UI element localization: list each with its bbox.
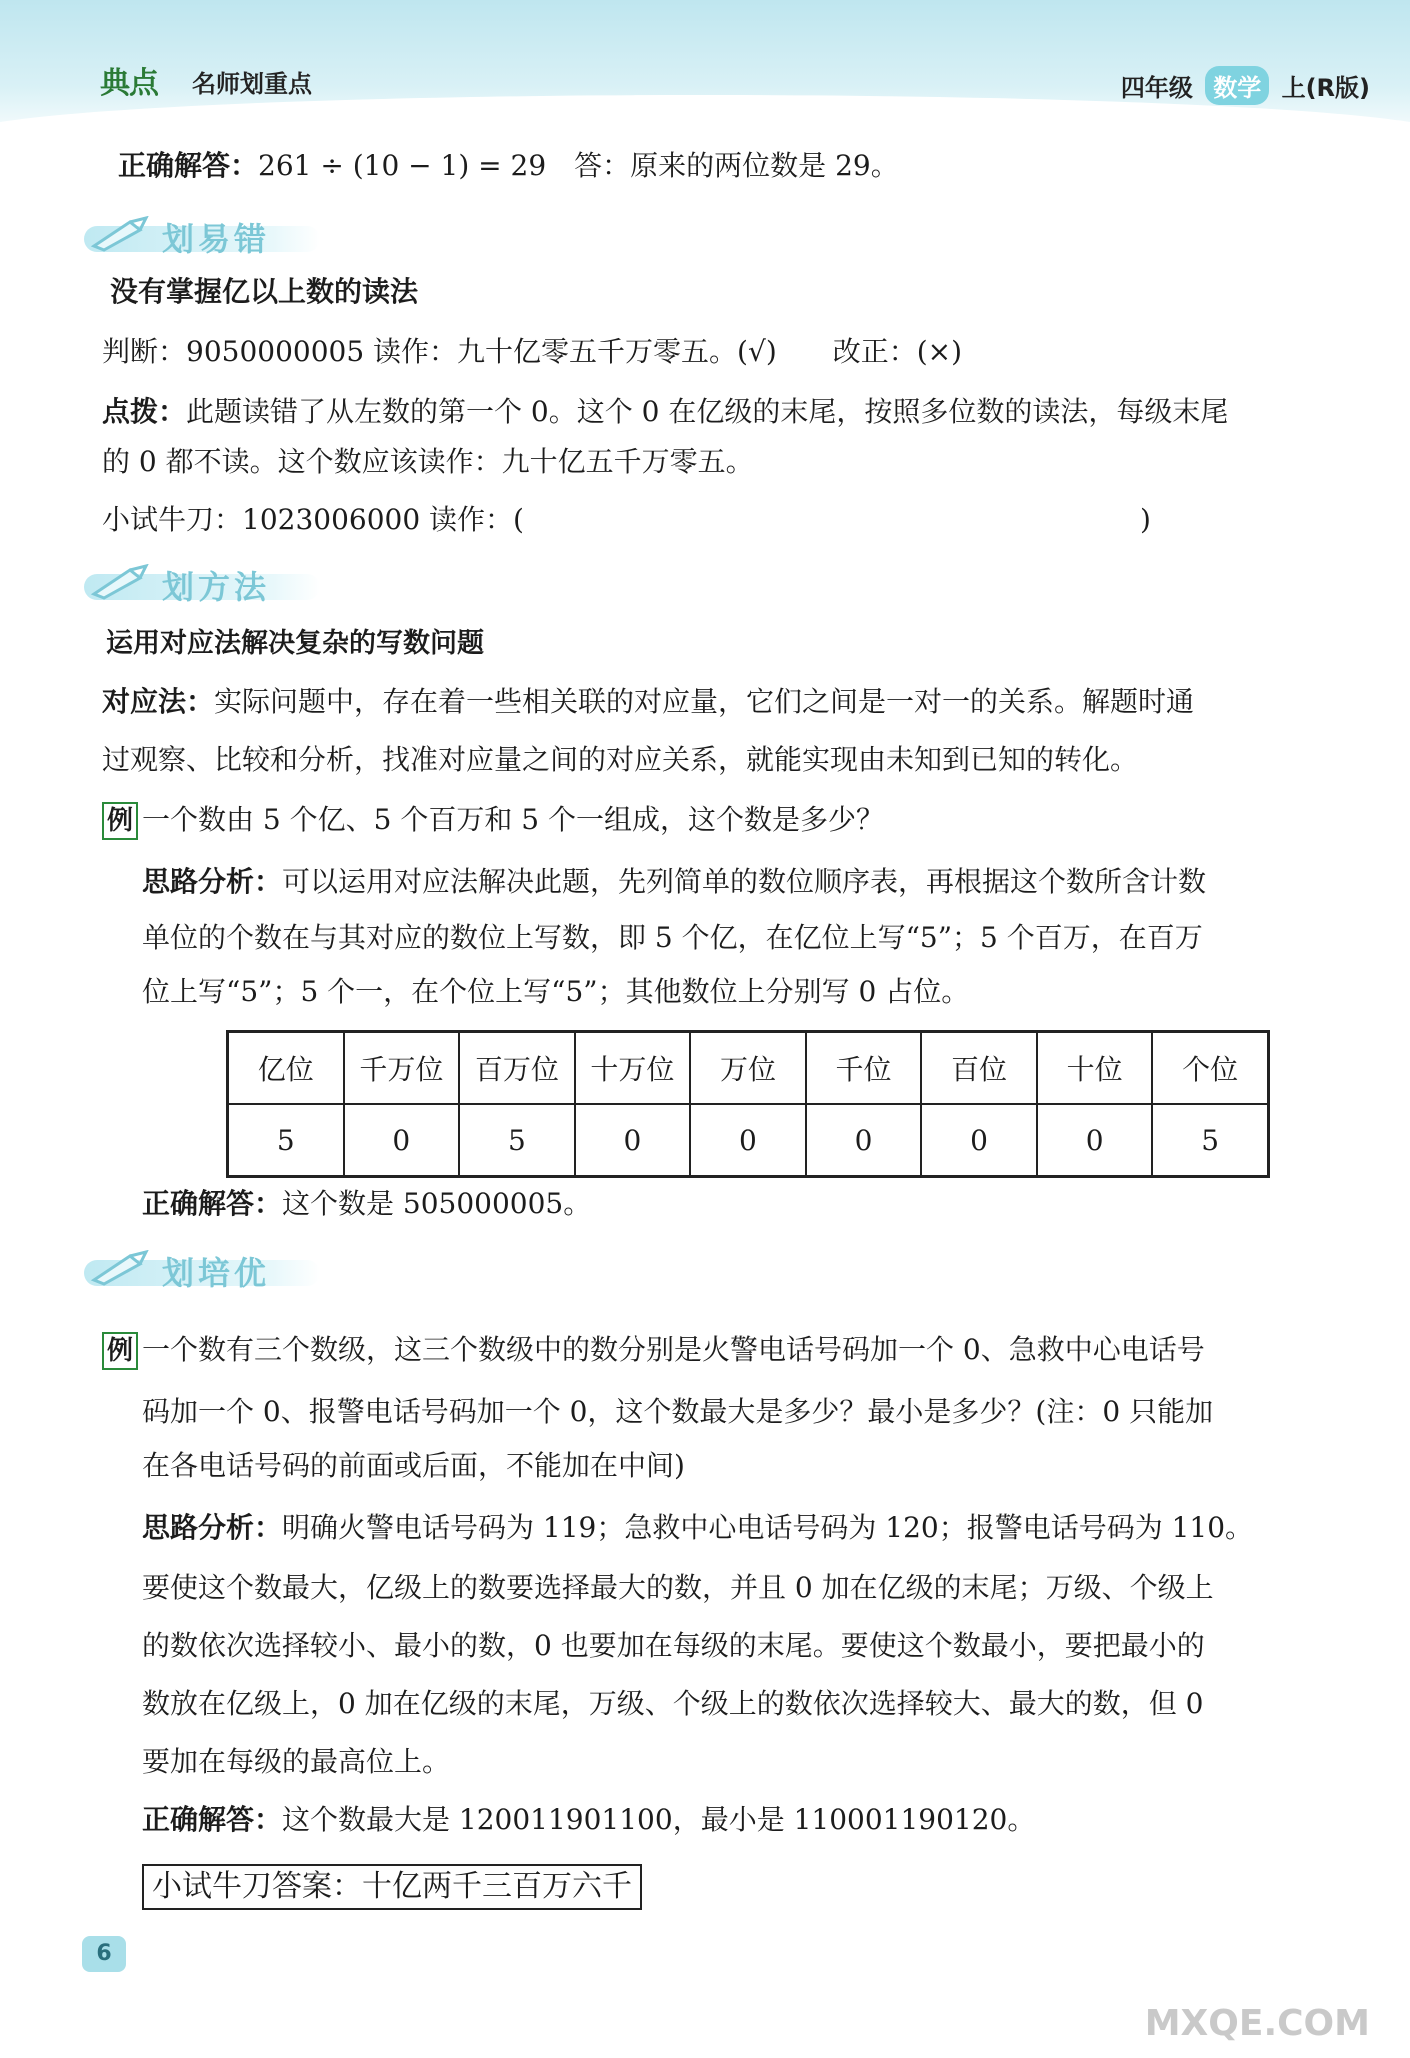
place-value-table [226,1030,1270,1178]
brand-logo: 典点 [100,66,158,101]
mistakes-hint-line1 [102,392,1228,432]
example-badge: 例 [102,802,138,840]
excel-question-line1 [102,1330,1205,1370]
example-badge: 例 [102,1332,138,1370]
table-header-cell: 百万位 [459,1032,575,1105]
grade-label: 四年级 [1120,74,1193,102]
method-analysis-line2: 单位的个数在与其对应的数位上写数，即 5 个亿，在亿位上写“5”；5 个百万，在百万 [142,921,1203,954]
table-cell: 5 [1152,1104,1268,1177]
mistakes-hint-line2: 的 0 都不读。这个数应该读作：九十亿五千万零五。 [102,445,754,478]
table-header-cell: 万位 [690,1032,806,1105]
table-header-cell: 亿位 [228,1032,344,1105]
answer-label: 正确解答： [118,149,259,182]
top-answer [118,146,899,186]
table-header-cell: 百位 [921,1032,1037,1105]
section-label: 划培优 [162,1254,271,1292]
answer-text: 261 ÷ (10 − 1) = 29 答：原来的两位数是 29。 [258,149,899,182]
question-text: 一个数有三个数级，这三个数级中的数分别是火警电话号码加一个 0、急救中心电话号 [142,1333,1205,1366]
table-cell: 0 [575,1104,691,1177]
answer-label: 正确解答： [142,1187,283,1220]
mistakes-judge: 判断：9050000005 读作：九十亿零五千万零五。(√) 改正：(×) [102,335,963,368]
pen-icon [90,1250,152,1286]
method-analysis-line1 [142,862,1206,902]
table-cell: 0 [806,1104,922,1177]
hint-label: 点拨： [102,395,187,428]
mistakes-heading: 没有掌握亿以上数的读法 [110,275,419,308]
table-header-cell: 个位 [1152,1032,1268,1105]
answer-text: 这个数是 505000005。 [282,1187,592,1220]
example-text: 一个数由 5 个亿、5 个百万和 5 个一组成，这个数是多少？ [142,803,884,836]
table-cell: 0 [690,1104,806,1177]
analysis-label: 思路分析： [142,1511,283,1544]
pen-icon [90,216,152,252]
table-header-cell: 千位 [806,1032,922,1105]
analysis-text: 可以运用对应法解决此题，先列简单的数位顺序表，再根据这个数所含计数 [282,865,1207,898]
answer-text: 这个数最大是 120011901100，最小是 110001190120。 [282,1803,1036,1836]
method-def-line1 [102,682,1194,722]
def-text: 实际问题中，存在着一些相关联的对应量，它们之间是一对一的关系。解题时通 [214,685,1195,718]
hint-text: 此题读错了从左数的第一个 0。这个 0 在亿级的末尾，按照多位数的读法，每级末尾 [186,395,1229,428]
method-example [102,800,884,840]
try-answer-box: 小试牛刀答案：十亿两千三百万六千 [142,1864,642,1910]
table-cell: 0 [344,1104,460,1177]
section-method-banner [84,558,324,612]
table-header-row [228,1032,1269,1105]
section-mistakes-banner [84,210,324,264]
excel-analysis-line3: 的数依次选择较小、最小的数，0 也要加在每级的末尾。要使这个数最小，要把最小的 [142,1629,1205,1662]
volume-label: 上(R版) [1281,74,1370,102]
method-answer [142,1184,591,1224]
page-number: 6 [82,1936,126,1972]
table-cell: 5 [459,1104,575,1177]
analysis-label: 思路分析： [142,865,283,898]
section-label: 划方法 [162,568,271,606]
pen-icon [90,564,152,600]
table-header-cell: 十万位 [575,1032,691,1105]
excel-question-line3: 在各电话号码的前面或后面，不能加在中间) [142,1449,685,1482]
table-header-cell: 十位 [1037,1032,1153,1105]
excel-analysis-line1 [142,1508,1253,1548]
table-row [228,1104,1269,1177]
excel-analysis-line4: 数放在亿级上，0 加在亿级的末尾，万级、个级上的数依次选择较大、最大的数，但 0 [142,1687,1204,1720]
excel-question-line2: 码加一个 0、报警电话号码加一个 0，这个数最大是多少？最小是多少？(注：0 只能加 [142,1395,1214,1428]
series-title: 名师划重点 [192,70,312,98]
analysis-text: 明确火警电话号码为 119；急救中心电话号码为 120；报警电话号码为 110。 [282,1511,1254,1544]
table-cell: 0 [921,1104,1037,1177]
table-cell: 5 [228,1104,344,1177]
grade-info [1121,66,1370,105]
section-excel-banner [84,1244,324,1298]
watermark-logo: MXQE.COM [1144,2003,1370,2044]
method-heading: 运用对应法解决复杂的写数问题 [106,628,484,659]
excel-analysis-line5: 要加在每级的最高位上。 [142,1745,451,1778]
subject-badge: 数学 [1205,66,1269,105]
table-header-cell: 千万位 [344,1032,460,1105]
section-label: 划易错 [162,220,271,258]
method-def-line2: 过观察、比较和分析，找准对应量之间的对应关系，就能实现由未知到已知的转化。 [102,743,1139,776]
answer-label: 正确解答： [142,1803,283,1836]
table-cell: 0 [1037,1104,1153,1177]
method-analysis-line3: 位上写“5”；5 个一，在个位上写“5”；其他数位上分别写 0 占位。 [142,975,970,1008]
excel-answer [142,1800,1035,1840]
def-label: 对应法： [102,685,215,718]
mistakes-try: 小试牛刀：1023006000 读作：( ) [102,503,1151,536]
excel-analysis-line2: 要使这个数最大，亿级上的数要选择最大的数，并且 0 加在亿级的末尾；万级、个级上 [142,1571,1214,1604]
